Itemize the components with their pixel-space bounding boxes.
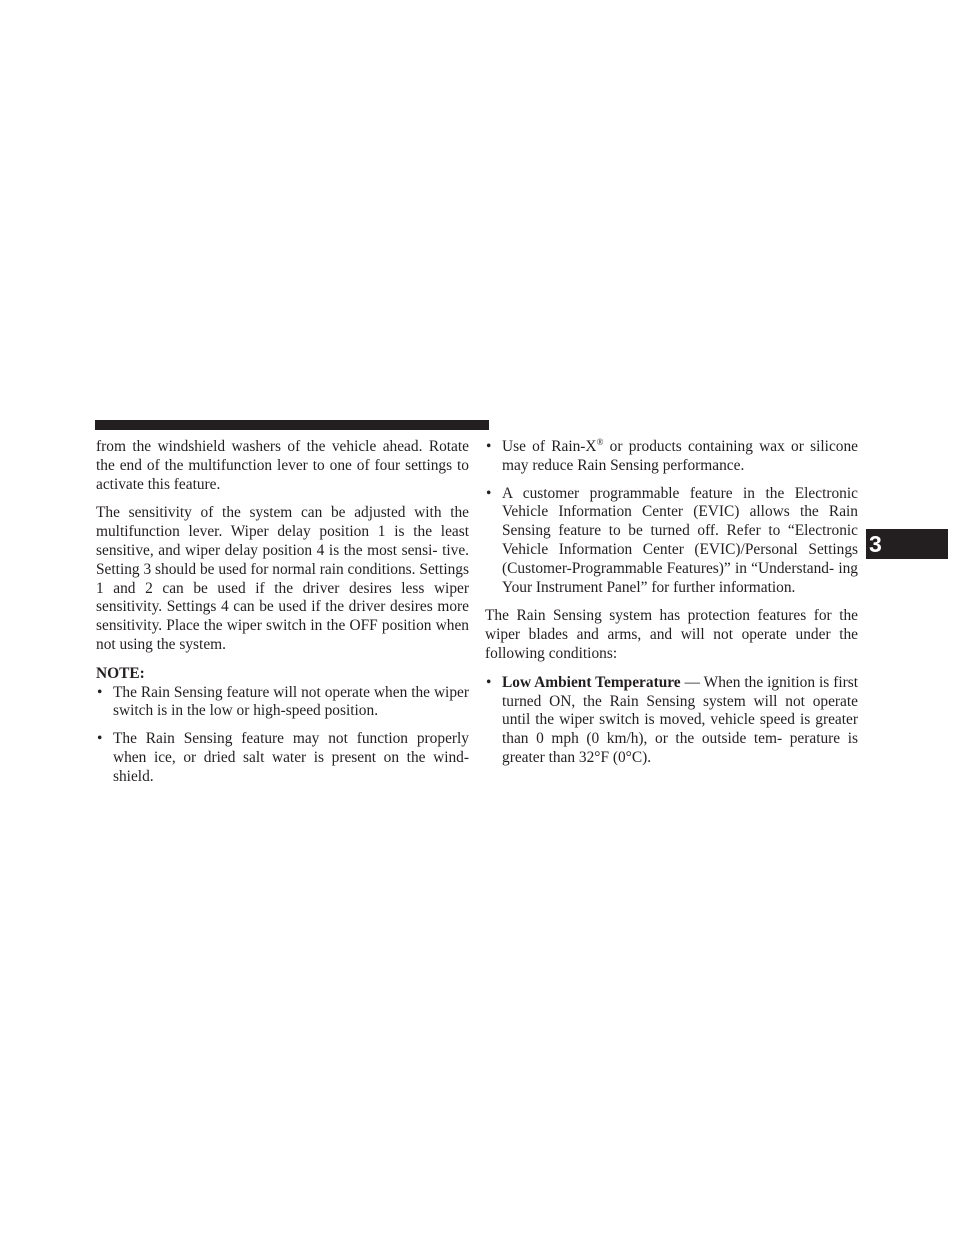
note-label: NOTE:	[96, 664, 145, 682]
warning-list	[485, 438, 858, 597]
protection-paragraph: The Rain Sensing system has protection features for the wiper blades and arms, and will not operate under the following conditions:	[485, 607, 858, 662]
section-rule	[95, 420, 489, 430]
continued-paragraph: from the windshield washers of the vehicle ahead. Rotate the end of the multifunction lever to one of four settings to activate this feature.	[96, 438, 469, 493]
note-item-text: The Rain Sensing feature may not function properly when ice, or dried salt water is present on the wind- shield.	[113, 730, 469, 785]
note-item	[96, 684, 469, 722]
condition-text: — When the ignition is first turned ON, the Rain Sensing system will not operate until the wiper switch is moved, vehicle speed is greater than 0 mph (0 km/h), or the outside tem- perature is greater than 32°F (0°C).	[502, 673, 858, 766]
rain-x-text-rest: or products containing wax or silicone may reduce Rain Sensing performance.	[502, 438, 858, 474]
rain-x-text: Use of Rain-X	[502, 438, 597, 455]
note-item-text: The Rain Sensing feature will not operate when the wiper switch is in the low or high-speed position.	[113, 683, 469, 720]
condition-label: Low Ambient Temperature	[502, 673, 681, 691]
chapter-number: 3	[869, 531, 882, 557]
registered-mark: ®	[596, 436, 604, 447]
list-item	[485, 438, 858, 476]
bullet-icon: •	[97, 683, 103, 701]
sensitivity-paragraph: The sensitivity of the system can be adjusted with the multifunction lever. Wiper delay position 1 is the least sensitive, and wiper delay position 4 is the most sensi- tive. Setting 3 should be used for normal rain conditions. Settings 1 and 2 can be used if the driver desires less wiper sensitivity. Settings 4 can be used if the driver desires more sensitivity. Place the wiper switch in the OFF position when not using the system.	[96, 504, 469, 653]
bullet-icon: •	[97, 730, 103, 748]
list-item	[485, 674, 858, 768]
bullet-icon: •	[486, 438, 492, 455]
note-item	[96, 730, 469, 786]
note-list	[96, 684, 469, 787]
chapter-tab	[866, 529, 948, 559]
evic-text: A customer programmable feature in the Electronic Vehicle Information Center (EVIC) allows the Rain Sensing feature to be turned off. Refer to “Electronic Vehicle Information Center (EVIC)/Personal Settings (Customer-Programmable Features)” in “Understand- ing Your Instrument Panel” for further information.	[502, 484, 858, 596]
right-column	[485, 438, 858, 778]
bullet-icon: •	[486, 673, 492, 691]
bullet-icon: •	[486, 484, 492, 502]
condition-list	[485, 674, 858, 768]
left-column	[96, 438, 469, 797]
list-item	[485, 485, 858, 598]
